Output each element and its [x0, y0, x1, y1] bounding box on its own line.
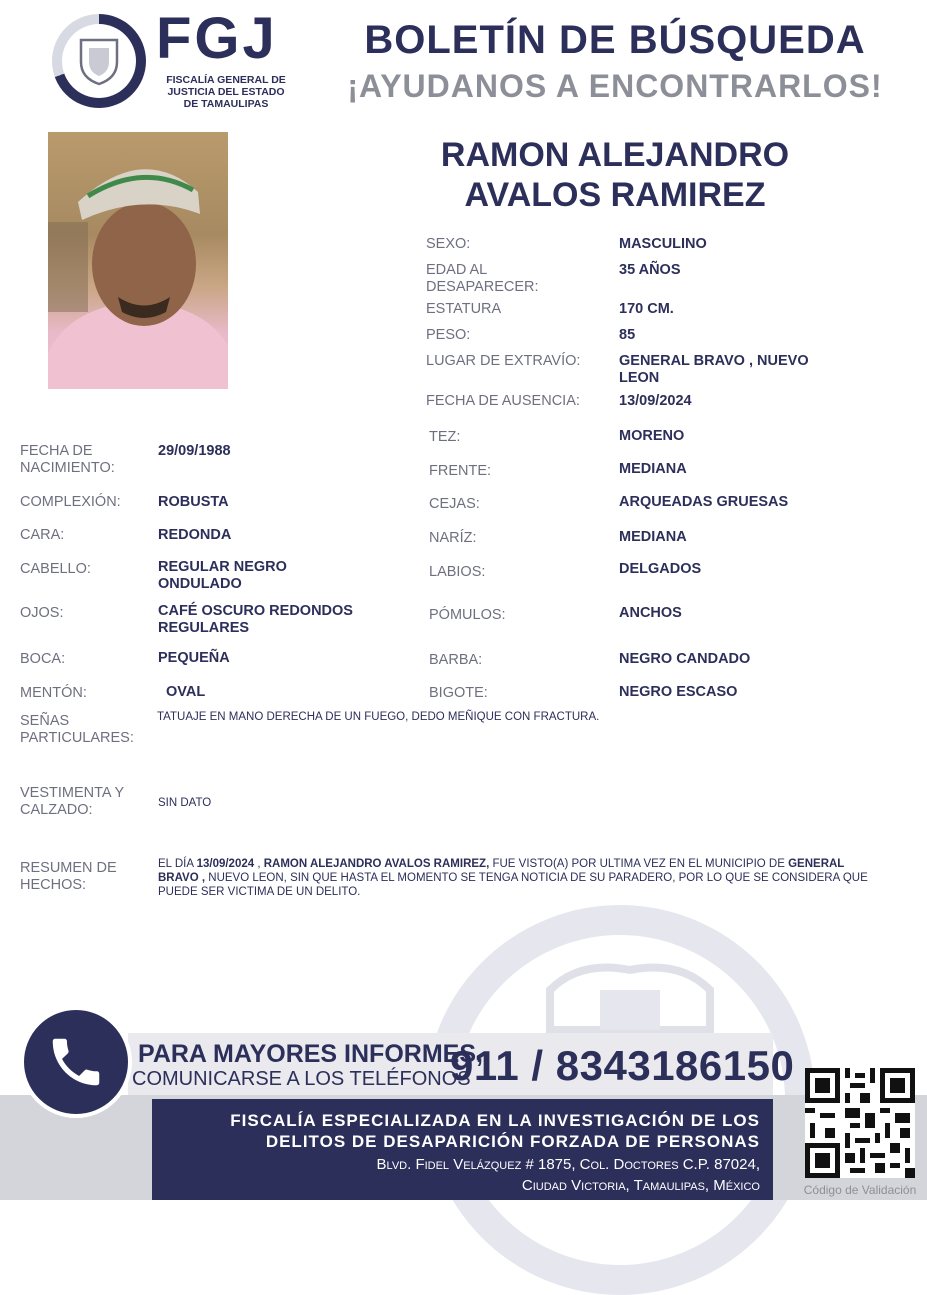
- boca-label: BOCA:: [20, 651, 66, 667]
- tez-label: TEZ:: [429, 429, 461, 445]
- cara-label: CARA:: [20, 527, 65, 543]
- pomulos-value: ANCHOS: [619, 605, 682, 621]
- lugar-label: LUGAR DE EXTRAVÍO:: [426, 353, 581, 369]
- fgj-wordmark: FGJ: [156, 6, 278, 71]
- vestimenta-value: SIN DATO: [158, 797, 212, 809]
- qr-code[interactable]: [805, 1068, 915, 1178]
- watermark-shield-icon: [540, 960, 720, 1040]
- bulletin-title: BOLETÍN DE BÚSQUEDA: [364, 18, 866, 62]
- person-silhouette-icon: [48, 132, 228, 389]
- labios-value: DELGADOS: [619, 561, 702, 577]
- edad-value: 35 AÑOS: [619, 262, 681, 278]
- nacimiento-value: 29/09/1988: [158, 443, 231, 459]
- tez-value: MORENO: [619, 428, 685, 444]
- sexo-value: MASCULINO: [619, 236, 707, 252]
- cejas-label: CEJAS:: [429, 496, 480, 512]
- senas-label: SEÑAS PARTICULARES:: [20, 713, 134, 746]
- bigote-value: NEGRO ESCASO: [619, 684, 738, 700]
- frente-value: MEDIANA: [619, 461, 687, 477]
- phone-circle: [20, 1006, 132, 1118]
- nariz-label: NARÍZ:: [429, 530, 477, 546]
- fiscalia-name: FISCALÍA ESPECIALIZADA EN LA INVESTIGACIÓN DE LOS DELITOS DE DESAPARICIÓN FORZADA DE PERSONAS: [230, 1111, 760, 1151]
- edad-label: EDAD AL DESAPARECER:: [426, 262, 539, 295]
- nariz-value: MEDIANA: [619, 529, 687, 545]
- labios-label: LABIOS:: [429, 564, 486, 580]
- menton-value: OVAL: [166, 684, 206, 700]
- cejas-value: ARQUEADAS GRUESAS: [619, 494, 789, 510]
- menton-label: MENTÓN:: [20, 685, 87, 701]
- fecha-ausencia-value: 13/09/2024: [619, 393, 692, 409]
- fgj-subtitle: FISCALÍA GENERAL DE JUSTICIA DEL ESTADO DE TAMAULIPAS: [166, 74, 286, 110]
- ojos-label: OJOS:: [20, 605, 64, 621]
- barba-label: BARBA:: [429, 652, 483, 668]
- resumen-text: EL DÍA 13/09/2024 , RAMON ALEJANDRO AVALOS RAMIREZ, FUE VISTO(A) POR ULTIMA VEZ EN EL MUNICIPIO DE GENERAL BRAVO , NUEVO LEON, SIN QUE HASTA EL MOMENTO SE TENGA NOTICIA DE SU PARADERO, POR LO QUE SE CONSIDERA QUE PUEDE SER VICTIMA DE UN DELITO.: [158, 858, 868, 898]
- phone-numbers[interactable]: 911 / 8343186150: [450, 1042, 795, 1089]
- resumen-label: RESUMEN DE HECHOS:: [20, 860, 117, 893]
- fecha-ausencia-label: FECHA DE AUSENCIA:: [426, 393, 580, 409]
- peso-value: 85: [619, 327, 636, 343]
- barba-value: NEGRO CANDADO: [619, 651, 751, 667]
- qr-code-icon: [805, 1068, 915, 1178]
- nacimiento-label: FECHA DE NACIMIENTO:: [20, 443, 115, 476]
- bulletin-subtitle: ¡AYUDANOS A ENCONTRARLOS!: [347, 68, 883, 104]
- lugar-value: GENERAL BRAVO , NUEVO LEON: [619, 353, 809, 386]
- pomulos-label: PÓMULOS:: [429, 607, 506, 623]
- shield-emblem-icon: [77, 36, 121, 86]
- informes-line1: PARA MAYORES INFORMES,: [138, 1040, 483, 1068]
- cabello-label: CABELLO:: [20, 561, 91, 577]
- fiscalia-address: Blvd. Fidel Velázquez # 1875, Col. Doctores C.P. 87024, Ciudad Victoria, Tamaulipas, México: [376, 1156, 760, 1194]
- fgj-logo: [52, 14, 146, 108]
- bigote-label: BIGOTE:: [429, 685, 488, 701]
- person-name: RAMON ALEJANDRO AVALOS RAMIREZ: [440, 136, 790, 214]
- vestimenta-label: VESTIMENTA Y CALZADO:: [20, 785, 125, 818]
- informes-line2: COMUNICARSE A LOS TELÉFONOS: [132, 1068, 471, 1090]
- sexo-label: SEXO:: [426, 236, 471, 252]
- boca-value: PEQUEÑA: [158, 650, 230, 666]
- phone-icon: [45, 1031, 107, 1093]
- frente-label: FRENTE:: [429, 463, 492, 479]
- peso-label: PESO:: [426, 327, 471, 343]
- cabello-value: REGULAR NEGRO ONDULADO: [158, 559, 287, 592]
- estatura-label: ESTATURA: [426, 301, 502, 317]
- qr-label: Código de Validación: [803, 1183, 917, 1197]
- senas-value: TATUAJE EN MANO DERECHA DE UN FUEGO, DEDO MEÑIQUE CON FRACTURA.: [157, 711, 600, 723]
- cara-value: REDONDA: [158, 527, 232, 543]
- person-photo: [48, 132, 228, 389]
- ojos-value: CAFÉ OSCURO REDONDOS REGULARES: [158, 603, 353, 636]
- estatura-value: 170 CM.: [619, 301, 674, 317]
- complexion-value: ROBUSTA: [158, 494, 229, 510]
- complexion-label: COMPLEXIÓN:: [20, 494, 121, 510]
